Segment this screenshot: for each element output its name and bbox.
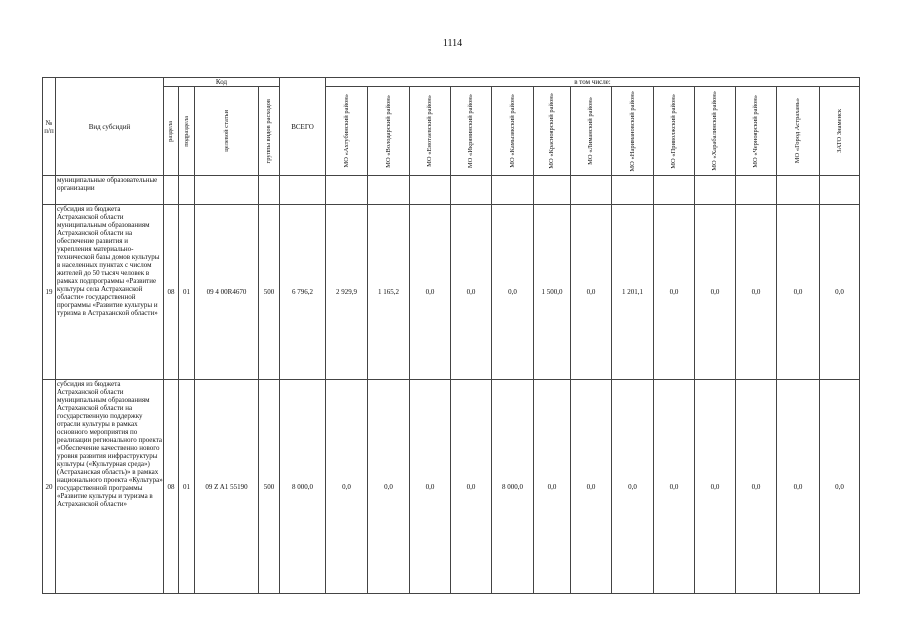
header-num: № п/п bbox=[43, 78, 56, 176]
row-value bbox=[451, 176, 492, 205]
row-value: 0,0 bbox=[777, 380, 820, 594]
header-district: ЗАТО Знаменск bbox=[820, 87, 860, 176]
row-value: 0,0 bbox=[492, 205, 534, 380]
row-value bbox=[654, 176, 695, 205]
row-value: 0,0 bbox=[654, 380, 695, 594]
header-kod: Код bbox=[164, 78, 280, 87]
subsidies-table bbox=[42, 77, 860, 594]
row-cel: 09 4 00R4670 bbox=[195, 205, 259, 380]
header-district: МО «Ахтубинский район» bbox=[326, 87, 368, 176]
header-district: МО «Красноярский район» bbox=[534, 87, 571, 176]
header-district: МО «Володарский район» bbox=[368, 87, 410, 176]
header-district: МО «Приволжский район» bbox=[654, 87, 695, 176]
table-row bbox=[43, 380, 860, 594]
row-vid: 500 bbox=[259, 205, 280, 380]
header-district: МО «Икрянинский район» bbox=[451, 87, 492, 176]
row-value: 0,0 bbox=[777, 205, 820, 380]
header-celevaya-statya: целевой статьи bbox=[195, 87, 259, 176]
row-value: 0,0 bbox=[571, 205, 612, 380]
row-value bbox=[777, 176, 820, 205]
header-district: МО «Черноярский район» bbox=[736, 87, 777, 176]
row-value: 0,0 bbox=[410, 205, 451, 380]
row-name: субсидия из бюджета Астраханской области муниципальным образованиям Астраханской области на обеспечение развития и укрепления материально-технической базы домов культуры в населенных пунктах с числом жителей до 50 тысяч человек в рамках подпрограммы «Развитие культуры села Астраханской области» государственной программы «Развитие культуры и туризма в Астраханской области» bbox=[56, 205, 164, 380]
row-num bbox=[43, 176, 56, 205]
header-v-tom-chisle: в том числе: bbox=[326, 78, 860, 87]
row-total: 8 000,0 bbox=[280, 380, 326, 594]
row-value: 1 165,2 bbox=[368, 205, 410, 380]
row-razdel: 08 bbox=[164, 205, 179, 380]
row-value bbox=[695, 176, 736, 205]
row-num: 20 bbox=[43, 380, 56, 594]
row-value: 0,0 bbox=[451, 380, 492, 594]
row-value: 1 201,1 bbox=[612, 205, 654, 380]
header-podrazdel: подраздела bbox=[179, 87, 195, 176]
row-value: 0,0 bbox=[326, 380, 368, 594]
row-total bbox=[280, 176, 326, 205]
row-value: 0,0 bbox=[534, 380, 571, 594]
table-row bbox=[43, 205, 860, 380]
header-district: МО «Наримановский район» bbox=[612, 87, 654, 176]
row-podrazdel: 01 bbox=[179, 380, 195, 594]
row-value: 0,0 bbox=[654, 205, 695, 380]
row-value: 2 929,9 bbox=[326, 205, 368, 380]
header-district: МО «Харабалинский район» bbox=[695, 87, 736, 176]
row-value bbox=[368, 176, 410, 205]
row-vid bbox=[259, 176, 280, 205]
header-district: МО «Енотаевский район» bbox=[410, 87, 451, 176]
row-value bbox=[410, 176, 451, 205]
header-vsego: ВСЕГО bbox=[280, 78, 326, 176]
row-vid: 500 bbox=[259, 380, 280, 594]
row-podrazdel: 01 bbox=[179, 205, 195, 380]
row-name: муниципальные образовательные организации bbox=[56, 176, 164, 205]
row-value bbox=[820, 176, 860, 205]
row-value: 0,0 bbox=[368, 380, 410, 594]
row-value: 1 500,0 bbox=[534, 205, 571, 380]
row-value: 0,0 bbox=[820, 380, 860, 594]
row-value bbox=[736, 176, 777, 205]
header-district: МО «Город Астрахань» bbox=[777, 87, 820, 176]
row-cel bbox=[195, 176, 259, 205]
row-cel: 09 Z A1 55190 bbox=[195, 380, 259, 594]
row-value: 8 000,0 bbox=[492, 380, 534, 594]
row-razdel bbox=[164, 176, 179, 205]
header-gruppa-vidov: группы видов расходов bbox=[259, 87, 280, 176]
row-value: 0,0 bbox=[695, 205, 736, 380]
row-value bbox=[492, 176, 534, 205]
row-value bbox=[612, 176, 654, 205]
row-value: 0,0 bbox=[736, 380, 777, 594]
header-district: МО «Лиманский район» bbox=[571, 87, 612, 176]
header-razdel: раздела bbox=[164, 87, 179, 176]
row-razdel: 08 bbox=[164, 380, 179, 594]
row-podrazdel bbox=[179, 176, 195, 205]
page-number: 1114 bbox=[442, 38, 463, 49]
row-value bbox=[326, 176, 368, 205]
row-num: 19 bbox=[43, 205, 56, 380]
row-value: 0,0 bbox=[612, 380, 654, 594]
header-vid: Вид субсидий bbox=[56, 78, 164, 176]
row-value: 0,0 bbox=[571, 380, 612, 594]
row-value: 0,0 bbox=[820, 205, 860, 380]
row-value bbox=[571, 176, 612, 205]
row-value: 0,0 bbox=[451, 205, 492, 380]
row-total: 6 796,2 bbox=[280, 205, 326, 380]
header-district: МО «Камызякский район» bbox=[492, 87, 534, 176]
row-value bbox=[534, 176, 571, 205]
row-value: 0,0 bbox=[410, 380, 451, 594]
row-value: 0,0 bbox=[695, 380, 736, 594]
row-name: субсидия из бюджета Астраханской области муниципальным образованиям Астраханской области на государственную поддержку отрасли культуры в рамках основного мероприятия по реализации регионального проекта «Обеспечение качественно нового уровня развития инфраструктуры культуры («Культурная среда») (Астраханская область)» в рамках национального проекта «Культура» государственной программы «Развитие культуры и туризма в Астраханской области» bbox=[56, 380, 164, 594]
table-row bbox=[43, 176, 860, 205]
row-value: 0,0 bbox=[736, 205, 777, 380]
